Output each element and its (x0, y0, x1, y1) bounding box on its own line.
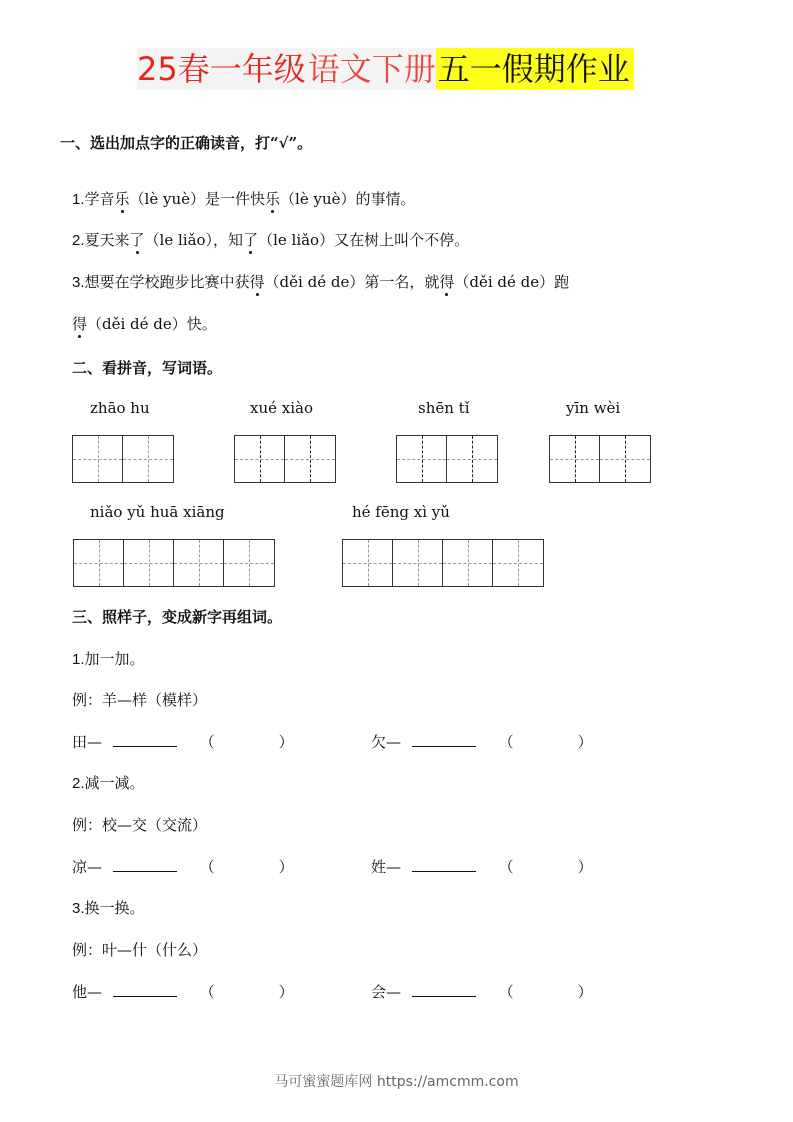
part1-name: 加一加。 (84, 650, 145, 668)
q1-dotted-char-2: 乐 (265, 190, 281, 208)
part3-example: 例：叶—什（什么） (72, 941, 208, 959)
q3-text-b: （děi dé de）第一名，就 (264, 273, 440, 291)
pinyin-word-4: yīn wèi (566, 399, 621, 417)
grid-cell[interactable] (600, 436, 650, 482)
grid-cell[interactable] (550, 436, 600, 482)
part2-title (72, 772, 145, 793)
grid-cell[interactable] (285, 436, 335, 482)
part3-right-item (371, 981, 593, 1002)
q2-dotted-char: 了 (129, 231, 145, 249)
part2-right-item (371, 856, 593, 877)
grid-cell[interactable] (447, 436, 497, 482)
grid-cell[interactable] (124, 540, 174, 586)
grid-cell[interactable] (73, 436, 123, 482)
writing-grid-1[interactable] (72, 435, 174, 483)
part3-number: 3. (72, 900, 85, 917)
grid-cell[interactable] (74, 540, 124, 586)
grid-cell[interactable] (174, 540, 224, 586)
paren-open: （ (498, 733, 514, 751)
q1-text-b: （lè yuè）是一件快 (129, 190, 266, 208)
part2-right-char: 姓— (371, 858, 402, 876)
part2-left-char: 凉— (72, 858, 103, 876)
grid-cell[interactable] (393, 540, 443, 586)
page-title (137, 48, 634, 90)
paren-close: ） (577, 733, 593, 751)
grid-cell[interactable] (343, 540, 393, 586)
pinyin-word-1: zhāo hu (90, 399, 150, 417)
q2-number: 2. (72, 232, 85, 249)
section1-heading: 一、选出加点字的正确读音，打“√”。 (60, 134, 313, 152)
pinyin-word-2: xué xiào (250, 399, 313, 417)
paren-close: ） (577, 983, 593, 1001)
q1-dotted-char: 乐 (114, 190, 130, 208)
pinyin-word-3: shēn tǐ (418, 399, 470, 417)
paren-close: ） (278, 983, 294, 1001)
q3-dotted-char-3: 得 (72, 315, 88, 333)
part3-left-char: 他— (72, 983, 103, 1001)
q2-line (72, 229, 469, 250)
q1-number: 1. (72, 191, 85, 208)
grid-cell[interactable] (224, 540, 274, 586)
answer-blank[interactable] (412, 982, 476, 997)
title-part-2: 语文下册 (307, 50, 436, 88)
part1-number: 1. (72, 651, 85, 668)
q3-dotted-char: 得 (249, 273, 265, 291)
grid-cell[interactable] (493, 540, 543, 586)
q2-dotted-char-2: 了 (243, 231, 259, 249)
writing-grid-6[interactable] (342, 539, 544, 587)
section2-heading: 二、看拼音，写词语。 (72, 359, 223, 377)
q3-text-c: （děi dé de）跑 (454, 273, 570, 291)
grid-cell[interactable] (123, 436, 173, 482)
paren-open: （ (199, 733, 215, 751)
q3-line (72, 271, 569, 292)
part2-example: 例：校—交（交流） (72, 816, 208, 834)
q1-text-c: （lè yuè）的事情。 (280, 190, 416, 208)
writing-grid-4[interactable] (549, 435, 651, 483)
part3-left-item (72, 981, 294, 1002)
answer-blank[interactable] (412, 732, 476, 747)
part2-number: 2. (72, 775, 85, 792)
writing-grid-3[interactable] (396, 435, 498, 483)
q2-text-c: （le liǎo）又在树上叫个不停。 (258, 231, 470, 249)
part2-left-item (72, 856, 294, 877)
q2-text-a: 夏天来 (84, 231, 130, 249)
grid-cell[interactable] (397, 436, 447, 482)
title-part-3: 五一假期作业 (436, 48, 634, 90)
answer-blank[interactable] (412, 857, 476, 872)
part1-example: 例：羊—样（模样） (72, 691, 208, 709)
paren-open: （ (498, 858, 514, 876)
answer-blank[interactable] (113, 732, 177, 747)
q3-dotted-char-2: 得 (439, 273, 455, 291)
part1-title (72, 648, 145, 669)
writing-grid-2[interactable] (234, 435, 336, 483)
part3-name: 换一换。 (84, 899, 145, 917)
part2-name: 减一减。 (84, 774, 145, 792)
q1-text-a: 学音 (84, 190, 115, 208)
part3-right-char: 会— (371, 983, 402, 1001)
part1-right-char: 欠— (371, 733, 402, 751)
pinyin-word-6: hé fēng xì yǔ (352, 503, 450, 521)
pinyin-word-5: niǎo yǔ huā xiāng (90, 503, 225, 521)
section3-heading: 三、照样子，变成新字再组词。 (72, 608, 283, 626)
q3-number: 3. (72, 274, 85, 291)
title-part-1: 25春一年级 (137, 50, 306, 88)
paren-close: ） (278, 858, 294, 876)
part1-left-char: 田— (72, 733, 103, 751)
paren-open: （ (199, 858, 215, 876)
q3-text-d: （děi dé de）快。 (87, 315, 217, 333)
paren-open: （ (498, 983, 514, 1001)
grid-cell[interactable] (443, 540, 493, 586)
q3-line-2 (72, 313, 217, 334)
footer-watermark: 马可蜜蜜题库网 https://amcmm.com (274, 1074, 519, 1090)
part3-title (72, 897, 145, 918)
grid-cell[interactable] (235, 436, 285, 482)
answer-blank[interactable] (113, 857, 177, 872)
part1-left-item (72, 731, 294, 752)
paren-close: ） (577, 858, 593, 876)
q2-text-b: （le liǎo），知 (144, 231, 244, 249)
writing-grid-5[interactable] (73, 539, 275, 587)
q1-line (72, 188, 416, 209)
paren-open: （ (199, 983, 215, 1001)
answer-blank[interactable] (113, 982, 177, 997)
q3-text-a: 想要在学校跑步比赛中获 (84, 273, 250, 291)
part1-right-item (371, 731, 593, 752)
paren-close: ） (278, 733, 294, 751)
